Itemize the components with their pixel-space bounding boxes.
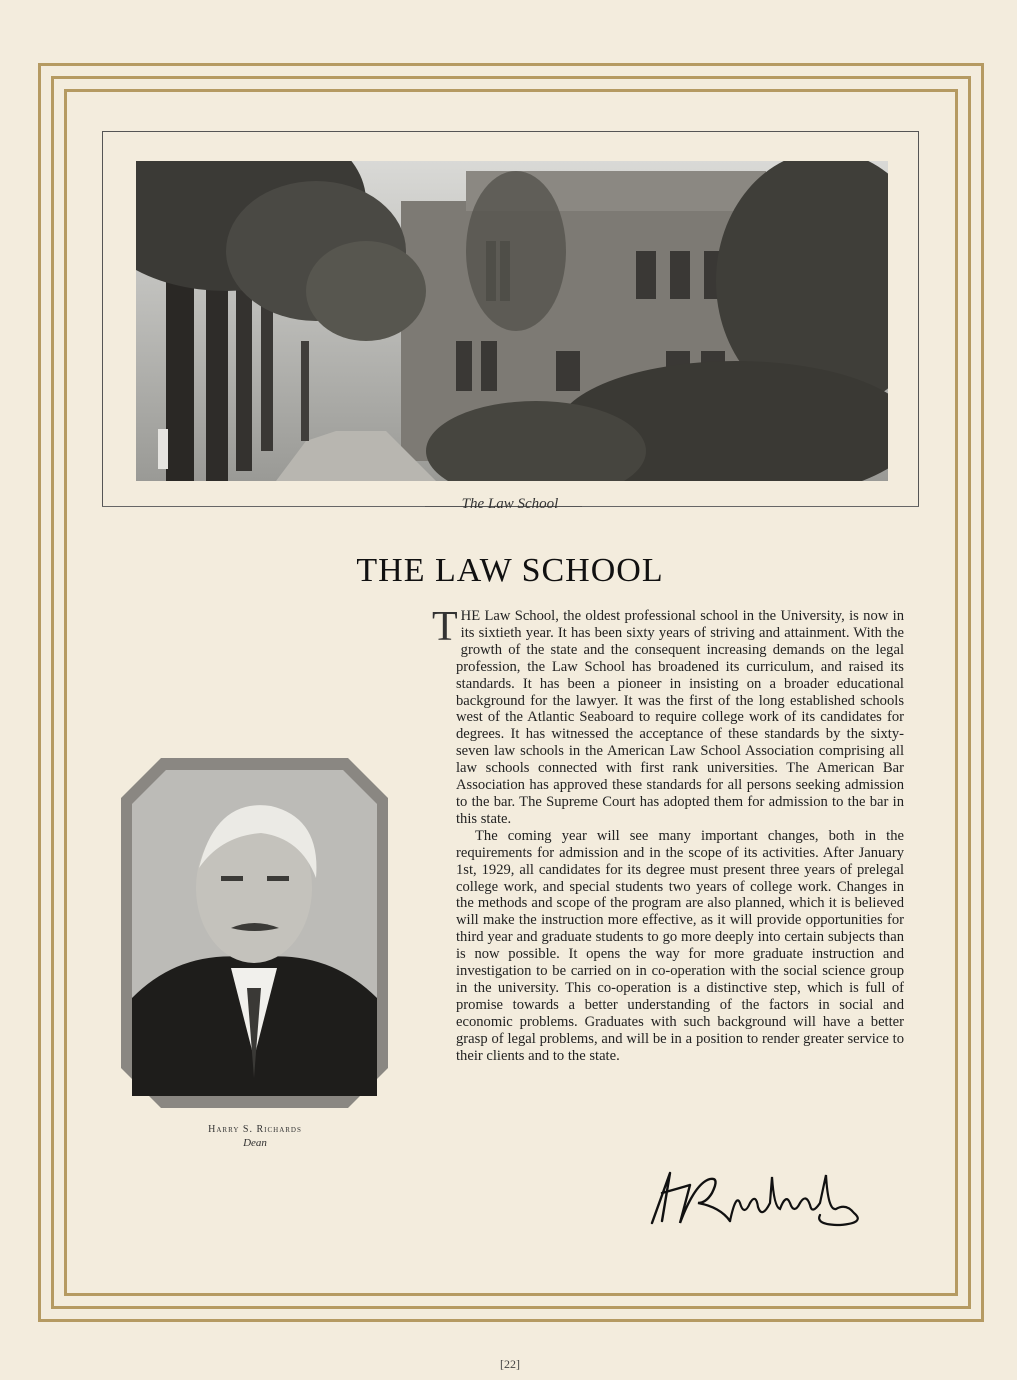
- photo-caption: The Law School: [461, 496, 559, 512]
- article-paragraph-2: The coming year will see many important changes, both in the requirements for admission and in the scope of its activities. After January 1st, 1929, all candidates for its degree must present three years of prelegal college work, and special students two years of college work. Changes in the methods and scope of the program are also planned, which it is believed will make the instruction more effective, as it will provide opportunities for third year and graduate students to go more deeply into certain subjects than is now possible. It opens the way for more graduate instruction and investigation to be carried on in co-operation with the social science group in the university. This co-operation is a distinctive step, which is full of promise towards a better understanding of the factors in social and economic problems. Graduates with such background will have a better grasp of legal problems, and will be in a position to render greater service to their clients and to the state.: [456, 827, 904, 1064]
- handwritten-signature: [640, 1163, 880, 1229]
- drop-cap: T: [432, 604, 458, 650]
- caption-rule-left: [102, 506, 425, 507]
- portrait-title: Dean: [243, 1137, 267, 1149]
- caption-rule-right: [582, 506, 919, 507]
- page-title: THE LAW SCHOOL: [356, 552, 664, 589]
- signature: [640, 1163, 880, 1229]
- article-paragraph-1: [432, 604, 904, 828]
- portrait-name: Harry S. Richards: [208, 1124, 302, 1135]
- dean-portrait: [121, 758, 388, 1108]
- dean-portrait-illustration: [121, 758, 388, 1108]
- law-school-photo: [136, 161, 888, 481]
- article-body: [432, 604, 904, 1064]
- page-number: [22]: [500, 1357, 520, 1371]
- law-school-photo-illustration: [136, 161, 888, 481]
- paragraph-1-text: HE Law School, the oldest professional school in the University, is now in its sixtieth year. It has been sixty years of striving and attainment. With the growth of the state and the consequent increasing demands on the legal profession, the Law School has broadened its curriculum, and raised its standards. It has been a pioneer in insisting on a broader educational background for the lawyer. It was the first of the long established schools west of the Atlantic Seaboard to require college work of its candidates for degrees. It has witnessed the acceptance of these standards by the sixty-seven law schools in the American Law School Association comprising all law schools connected with first rank universities. The American Bar Association has approved these standards for all persons seeking admission to the bar. The Supreme Court has adopted them for admission to the bar in this state.: [456, 608, 904, 827]
